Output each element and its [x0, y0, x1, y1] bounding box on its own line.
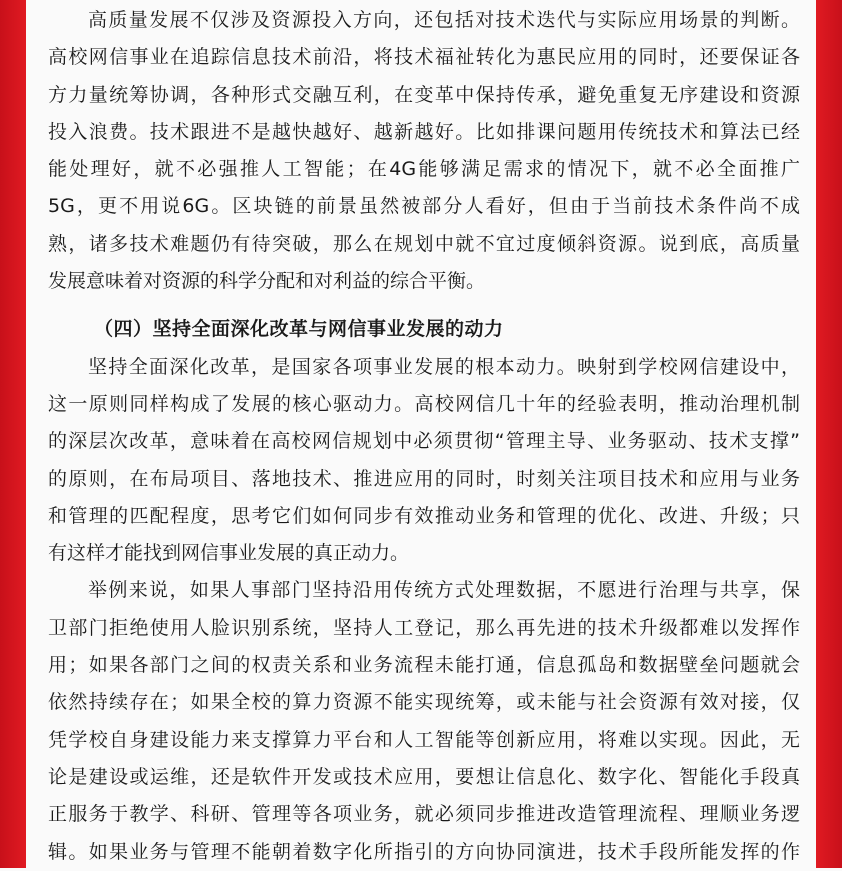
text-line: 和管理的匹配程度，思考它们如何同步有效推动业务和管理的优化、改进、升级；只: [48, 504, 800, 527]
section-gap: [48, 300, 800, 311]
text-line: 发展意味着对资源的科学分配和对利益的综合平衡。: [48, 270, 486, 293]
text-line: 卫部门拒绝使用人脸识别系统，坚持人工登记，那么再先进的技术升级都难以发挥作: [48, 616, 800, 639]
article-body: [48, 2, 800, 871]
section-heading: （四）坚持全面深化改革与网信事业发展的动力: [94, 318, 504, 341]
paragraph-reform: [48, 349, 800, 573]
text-line: 论是建设或运维，还是软件开发或技术应用，要想让信息化、数字化、智能化手段真: [48, 765, 800, 788]
paragraph-example: [48, 572, 800, 870]
text-line: 辑。如果业务与管理不能朝着数字化所指引的方向协同演进，技术手段所能发挥的作: [48, 840, 800, 863]
text-line: 的原则，在布局项目、落地技术、推进应用的同时，时刻关注项目技术和应用与业务: [48, 467, 800, 490]
text-line: 这一原则同样构成了发展的核心驱动力。高校网信几十年的经验表明，推动治理机制: [48, 392, 800, 415]
text-line: 依然持续存在；如果全校的算力资源不能实现统筹，或未能与社会资源有效对接，仅: [48, 691, 800, 714]
right-red-border: [816, 0, 842, 868]
text-line: 正服务于教学、科研、管理等各项业务，就必须同步推进改造管理流程、理顺业务逻: [48, 803, 800, 826]
text-line: 举例来说，如果人事部门坚持沿用传统方式处理数据，不愿进行治理与共享，保: [88, 579, 800, 602]
text-line: 的深层次改革，意味着在高校网信规划中必须贯彻“管理主导、业务驱动、技术支撑”: [48, 430, 800, 453]
text-line: 凭学校自身建设能力来支撑算力平台和人工智能等创新应用，将难以实现。因此，无: [48, 728, 800, 751]
paragraph-resource-allocation: [48, 2, 800, 300]
text-line: 投入浪费。技术跟进不是越快越好、越新越好。比如排课问题用传统技术和算法已经: [48, 120, 800, 143]
text-line: 坚持全面深化改革，是国家各项事业发展的根本动力。映射到学校网信建设中，: [88, 355, 800, 378]
text-line: 高校网信事业在追踪信息技术前沿，将技术福祉转化为惠民应用的同时，还要保证各: [48, 46, 800, 69]
text-line: 5G，更不用说6G。区块链的前景虽然被部分人看好，但由于当前技术条件尚不成: [48, 195, 800, 218]
left-red-border: [0, 0, 26, 868]
text-line: 用；如果各部门之间的权责关系和业务流程未能打通，信息孤岛和数据壁垒问题就会: [48, 654, 800, 677]
text-line: 熟，诸多技术难题仍有待突破，那么在规划中就不宜过度倾斜资源。说到底，高质量: [48, 232, 800, 255]
text-line: 有这样才能找到网信事业发展的真正动力。: [48, 542, 410, 565]
text-line: 方力量统筹协调，各种形式交融互利，在变革中保持传承，避免重复无序建设和资源: [48, 83, 800, 106]
text-line: 高质量发展不仅涉及资源投入方向，还包括对技术迭代与实际应用场景的判断。: [88, 9, 800, 31]
text-line: 能处理好，就不必强推人工智能；在4G能够满足需求的情况下，就不必全面推广: [48, 158, 800, 181]
